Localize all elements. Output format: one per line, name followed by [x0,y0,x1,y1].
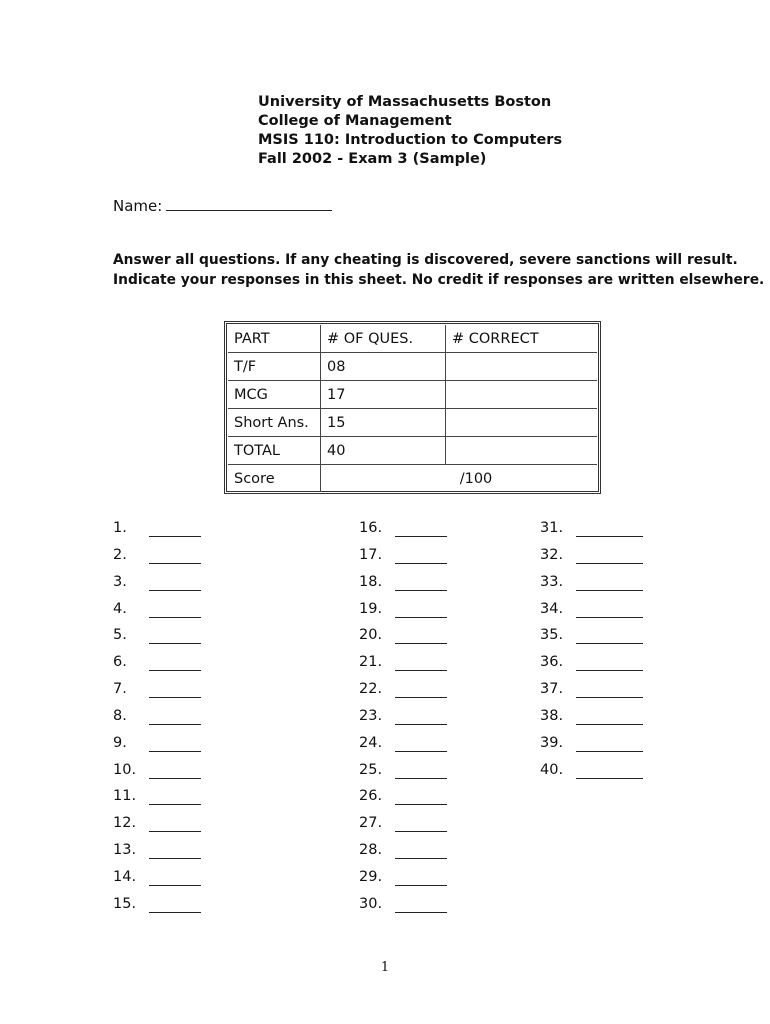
answer-blank[interactable] [395,590,447,591]
header-num-questions: # OF QUES. [321,325,446,353]
answer-item [359,547,395,574]
answer-blank[interactable] [576,670,643,671]
answer-number: 16. [359,520,383,536]
answer-number: 37. [540,681,564,698]
answer-column-1 [113,520,149,923]
answer-item [359,681,395,708]
answer-number: 3. [113,573,127,590]
row-part: TOTAL [228,437,321,465]
row-correct-cell[interactable] [446,353,598,381]
answer-item [540,681,576,708]
row-count: 40 [321,437,446,465]
answer-number: 32. [540,546,564,563]
answer-number: 4. [113,600,127,617]
answer-number: 5. [113,627,127,644]
answer-blank[interactable] [395,617,447,618]
answer-blank[interactable] [576,617,643,618]
answer-item [113,520,149,547]
answer-item [359,708,395,735]
answer-blank[interactable] [576,778,643,779]
answer-item [359,654,395,681]
row-count: 15 [321,409,446,437]
answer-number: 39. [540,734,564,751]
name-row [113,197,332,215]
answer-item [113,601,149,628]
answer-item [359,574,395,601]
row-count: 17 [321,381,446,409]
answer-item [359,520,395,547]
score-table-row [228,409,597,437]
answer-blank[interactable] [395,670,447,671]
answer-number: 33. [540,573,564,590]
answer-item [540,762,576,789]
answer-item [113,842,149,869]
exam-title: Fall 2002 - Exam 3 (Sample) [258,151,487,167]
page-number: 1 [380,960,390,975]
answer-number: 38. [540,707,564,724]
answer-item [113,735,149,762]
answer-number: 19. [359,600,383,617]
score-label: Score [228,465,321,493]
answer-item [359,815,395,842]
answer-number: 23. [359,707,383,724]
score-table-score-row [228,465,597,493]
answer-number: 9. [113,734,127,751]
university-name: University of Massachusetts Boston [258,94,552,110]
answer-item [113,574,149,601]
answer-blank[interactable] [576,536,643,537]
answer-number: 21. [359,654,383,671]
answer-blank[interactable] [149,778,201,779]
answer-item [540,601,576,628]
answer-number: 18. [359,573,383,590]
answer-number: 40. [540,761,564,778]
row-part: MCG [228,381,321,409]
answer-number: 36. [540,654,564,671]
answer-item [359,896,395,923]
answer-blank[interactable] [395,858,447,859]
answer-number: 12. [113,815,137,832]
answer-number: 11. [113,788,137,805]
answer-column-3 [540,520,576,788]
answer-item [540,520,576,547]
row-part: Short Ans. [228,409,321,437]
answer-number: 31. [540,520,564,536]
answer-blank[interactable] [149,563,201,564]
score-value: /100 [321,465,598,493]
answer-column-2 [359,520,395,923]
answer-blank[interactable] [395,724,447,725]
answer-blank[interactable] [576,724,643,725]
answer-blank[interactable] [149,643,201,644]
score-table [224,321,601,494]
answer-item [359,869,395,896]
answer-blank[interactable] [576,697,643,698]
answer-number: 27. [359,815,383,832]
answer-item [113,788,149,815]
row-part: T/F [228,353,321,381]
answer-item [540,654,576,681]
exam-header [258,93,562,169]
header-part: PART [228,325,321,353]
answer-blank[interactable] [149,697,201,698]
answer-item [540,547,576,574]
answer-number: 6. [113,654,127,671]
answer-blank[interactable] [149,858,201,859]
answer-blank[interactable] [149,590,201,591]
answer-number: 15. [113,895,137,912]
answer-blank[interactable] [149,831,201,832]
answer-number: 1. [113,520,127,536]
answer-item [540,574,576,601]
answer-item [113,896,149,923]
answer-blank[interactable] [395,643,447,644]
answer-number: 10. [113,761,137,778]
answer-number: 29. [359,868,383,885]
answer-item [540,735,576,762]
answer-blank[interactable] [149,536,201,537]
answer-blank[interactable] [395,778,447,779]
answer-blank[interactable] [395,804,447,805]
answer-number: 2. [113,546,127,563]
answer-blank[interactable] [395,536,447,537]
answer-item [359,762,395,789]
answer-number: 35. [540,627,564,644]
answer-number: 22. [359,681,383,698]
instructions [113,250,764,290]
answer-blank[interactable] [576,751,643,752]
answer-item [359,842,395,869]
answer-blank[interactable] [576,643,643,644]
answer-item [113,762,149,789]
answer-item [359,627,395,654]
answer-blank[interactable] [395,563,447,564]
answer-blank[interactable] [576,563,643,564]
answer-number: 7. [113,681,127,698]
answer-number: 8. [113,707,127,724]
course-title: MSIS 110: Introduction to Computers [258,132,563,148]
answer-blank[interactable] [149,670,201,671]
college-name: College of Management [258,113,452,129]
answer-blank[interactable] [149,617,201,618]
answer-item [113,654,149,681]
answer-item [359,735,395,762]
answer-blank[interactable] [149,912,201,913]
answer-number: 26. [359,788,383,805]
answer-blank[interactable] [395,751,447,752]
answer-number: 17. [359,546,383,563]
answer-number: 25. [359,761,383,778]
score-table-row [228,353,597,381]
answer-number: 20. [359,627,383,644]
name-label: Name: [113,197,163,215]
name-blank[interactable] [166,198,332,211]
answer-blank[interactable] [576,590,643,591]
answer-blank[interactable] [149,885,201,886]
score-table-row [228,381,597,409]
answer-number: 30. [359,895,383,912]
score-table-header-row [228,325,597,353]
answer-blank[interactable] [395,912,447,913]
answer-item [359,788,395,815]
answer-number: 14. [113,868,137,885]
row-correct-cell[interactable] [446,409,598,437]
answer-item [113,547,149,574]
answer-item [540,708,576,735]
header-num-correct: # CORRECT [446,325,598,353]
row-correct-cell[interactable] [446,381,598,409]
answer-item [113,708,149,735]
answer-item [113,815,149,842]
answer-number: 13. [113,842,137,859]
instructions-line-2: Indicate your responses in this sheet. No credit if responses are written elsewhere. [113,272,765,288]
row-correct-cell[interactable] [446,437,598,465]
answer-item [113,681,149,708]
answer-item [540,627,576,654]
answer-number: 24. [359,734,383,751]
answer-number: 28. [359,842,383,859]
instructions-line-1: Answer all questions. If any cheating is discovered, severe sanctions will result. [113,252,738,268]
answer-item [113,627,149,654]
answer-blank[interactable] [395,697,447,698]
answer-blank[interactable] [149,804,201,805]
answer-item [113,869,149,896]
answer-blank[interactable] [149,724,201,725]
answer-blank[interactable] [395,831,447,832]
answer-blank[interactable] [149,751,201,752]
answer-blank[interactable] [395,885,447,886]
row-count: 08 [321,353,446,381]
answer-number: 34. [540,600,564,617]
answer-item [359,601,395,628]
score-table-row [228,437,597,465]
